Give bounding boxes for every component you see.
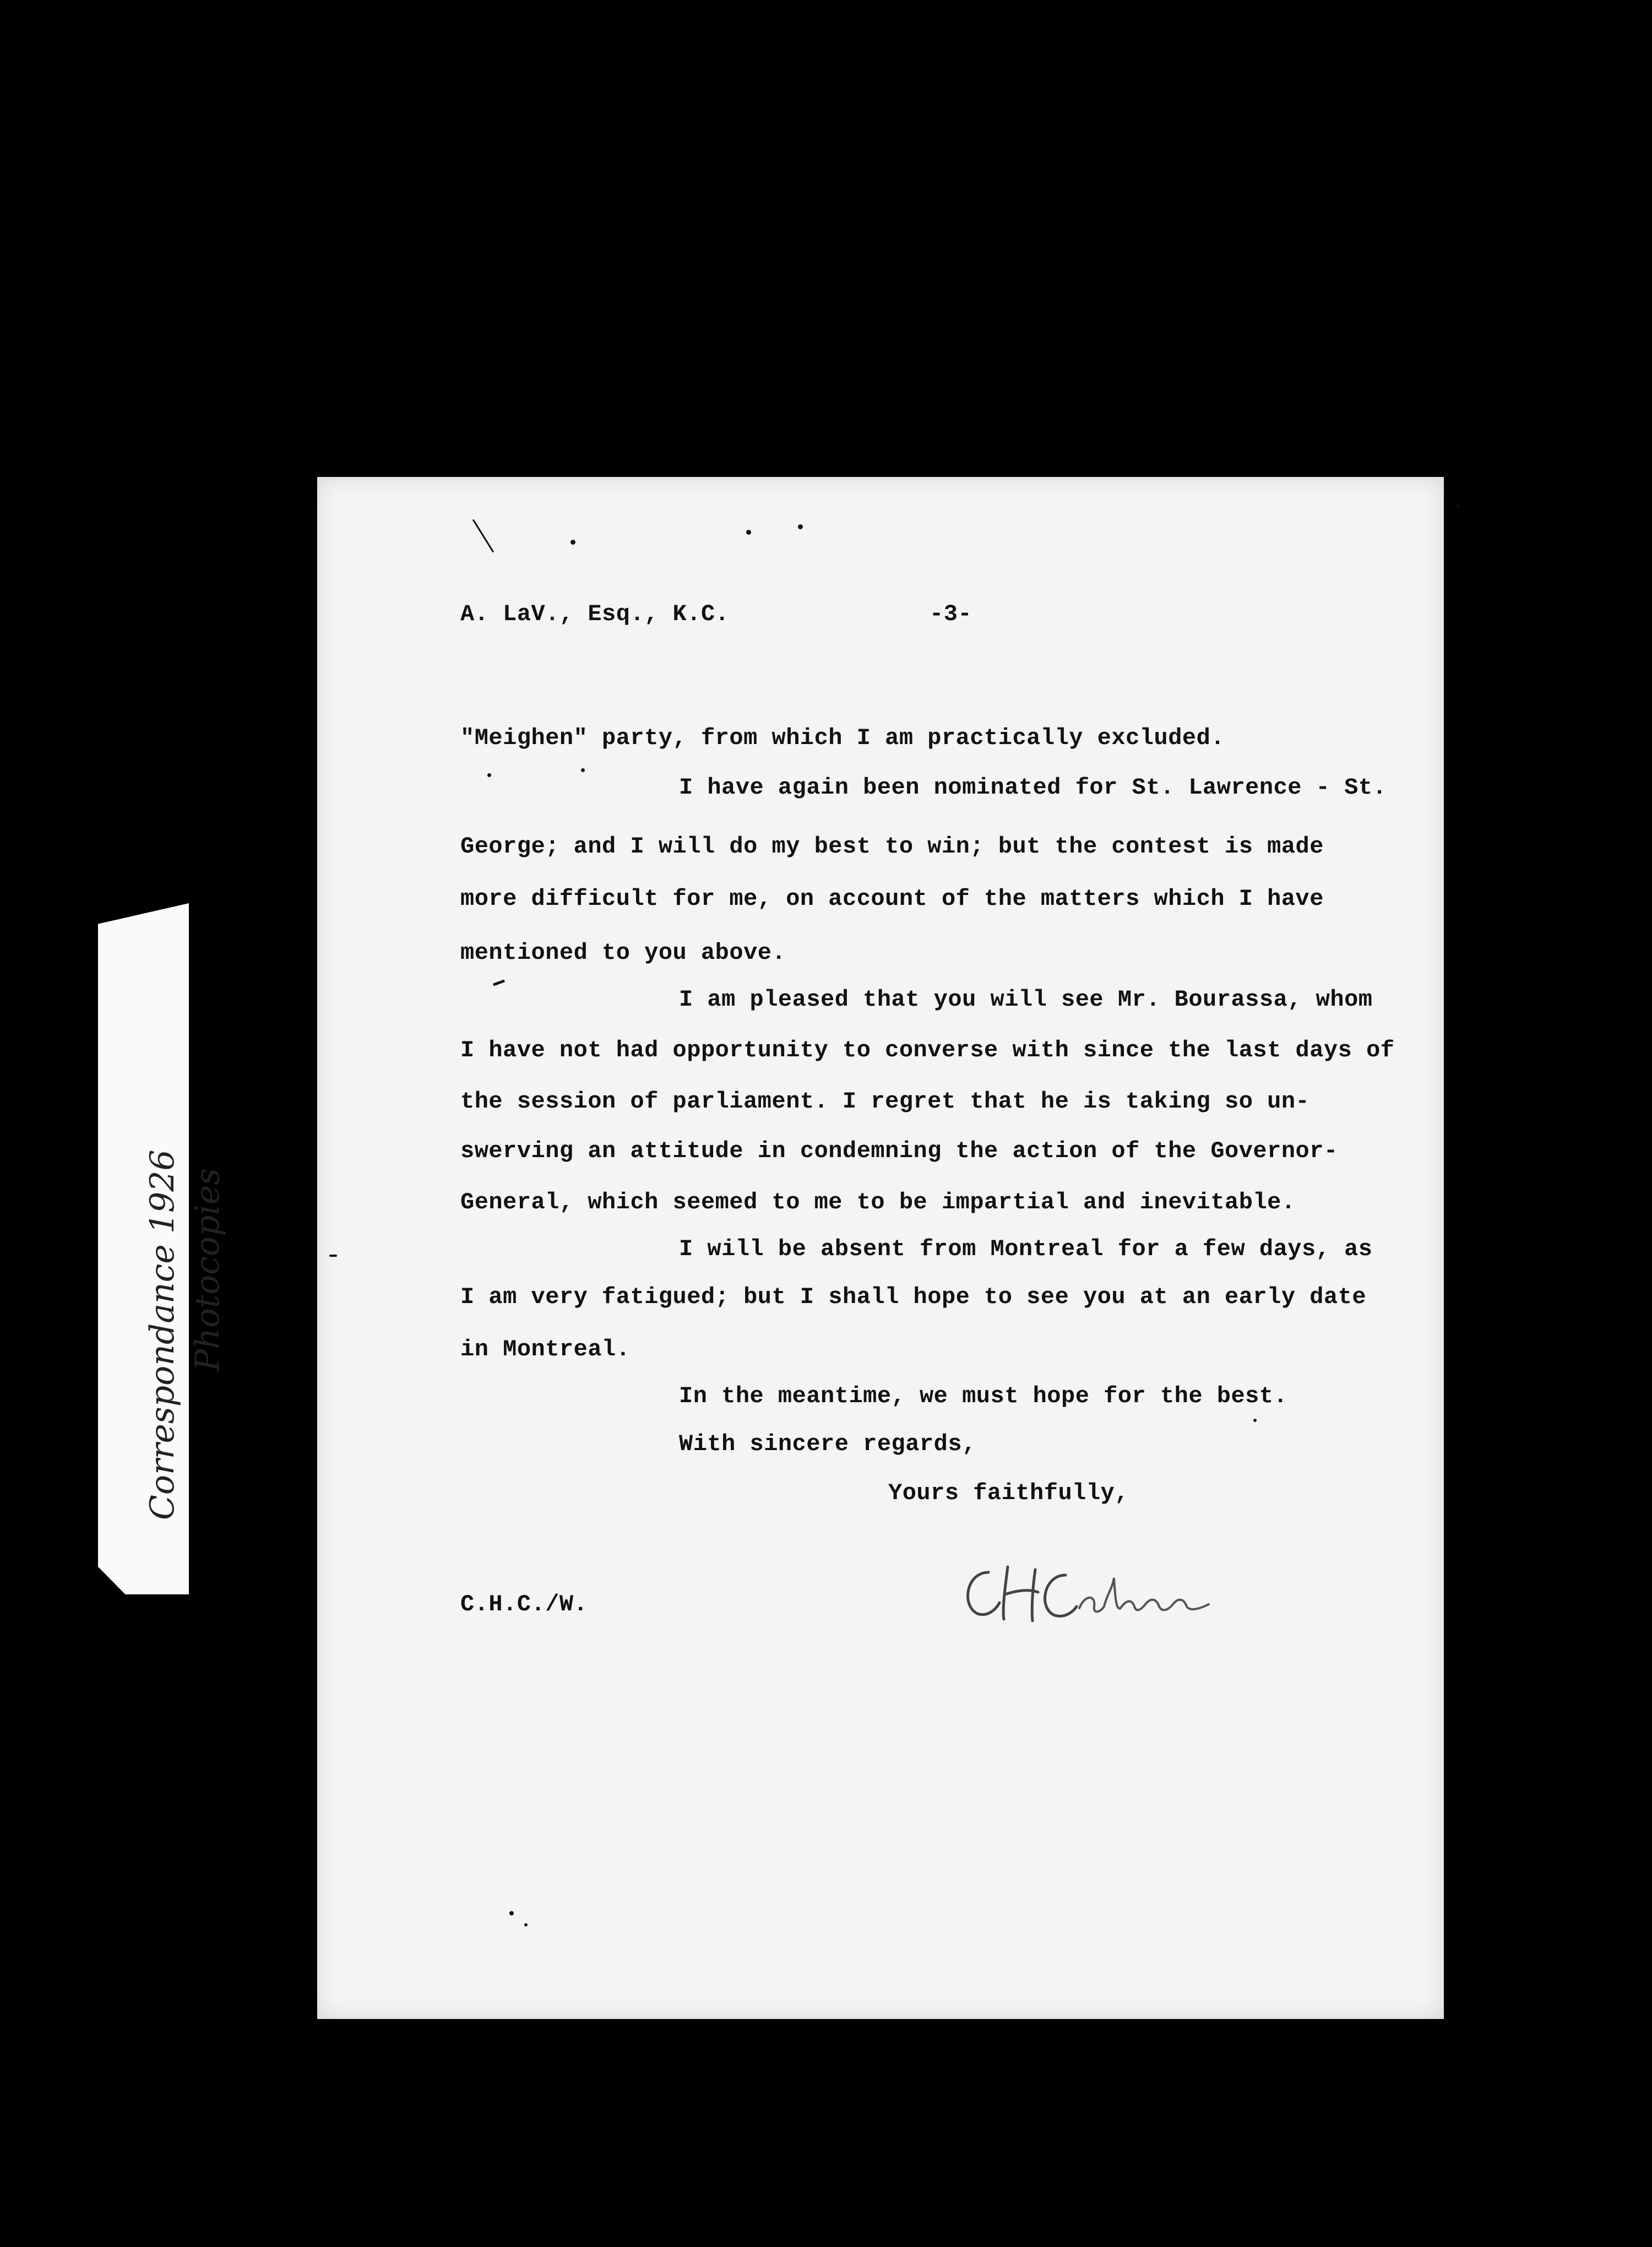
letter-line: "Meighen" party, from which I am practically excluded. bbox=[460, 725, 1225, 751]
signature-image bbox=[955, 1556, 1214, 1633]
letter-line: Yours faithfully, bbox=[888, 1480, 1129, 1506]
letter-line: With sincere regards, bbox=[679, 1431, 976, 1457]
letter-line: I am pleased that you will see Mr. Bourassa, whom bbox=[679, 986, 1373, 1013]
addressee: A. LaV., Esq., K.C. bbox=[460, 601, 730, 627]
letter-line: in Montreal. bbox=[460, 1336, 631, 1363]
letter-line: General, which seemed to me to be impartial and inevitable. bbox=[460, 1189, 1296, 1215]
page-speck bbox=[1253, 1419, 1257, 1422]
archive-label-line2: Photocopies bbox=[188, 1168, 227, 1371]
letter-line: I will be absent from Montreal for a few days, as bbox=[679, 1236, 1373, 1262]
letter-line: I have again been nominated for St. Lawrence - St. bbox=[679, 774, 1387, 801]
page-speck bbox=[524, 1923, 528, 1926]
letter-line: I have not had opportunity to converse with since the last days of bbox=[460, 1037, 1395, 1063]
letter-line: swerving an attitude in condemning the action of the Governor- bbox=[460, 1138, 1338, 1164]
page-speck bbox=[746, 530, 751, 535]
letter-line: the session of parliament. I regret that he is taking so un- bbox=[460, 1088, 1310, 1115]
letter-line: more difficult for me, on account of the matters which I have bbox=[460, 886, 1324, 912]
letter-line: In the meantime, we must hope for the best. bbox=[679, 1383, 1288, 1409]
letter-line: mentioned to you above. bbox=[460, 940, 786, 966]
page-speck bbox=[487, 773, 491, 777]
page-speck bbox=[798, 524, 803, 529]
archive-label-line1: Correspondance 1926 bbox=[143, 1149, 182, 1520]
page-speck bbox=[509, 1911, 514, 1915]
letter-line: I am very fatigued; but I shall hope to see you at an early date bbox=[460, 1284, 1367, 1310]
page-speck bbox=[1457, 505, 1460, 508]
reference-initials: C.H.C./W. bbox=[460, 1591, 588, 1618]
page-speck bbox=[570, 540, 575, 545]
page-speck bbox=[329, 1255, 337, 1257]
archive-label-text bbox=[140, 1149, 230, 1520]
letter-line: George; and I will do my best to win; but the contest is made bbox=[460, 833, 1324, 860]
page-number: -3- bbox=[930, 601, 972, 627]
page-speck bbox=[581, 768, 585, 772]
